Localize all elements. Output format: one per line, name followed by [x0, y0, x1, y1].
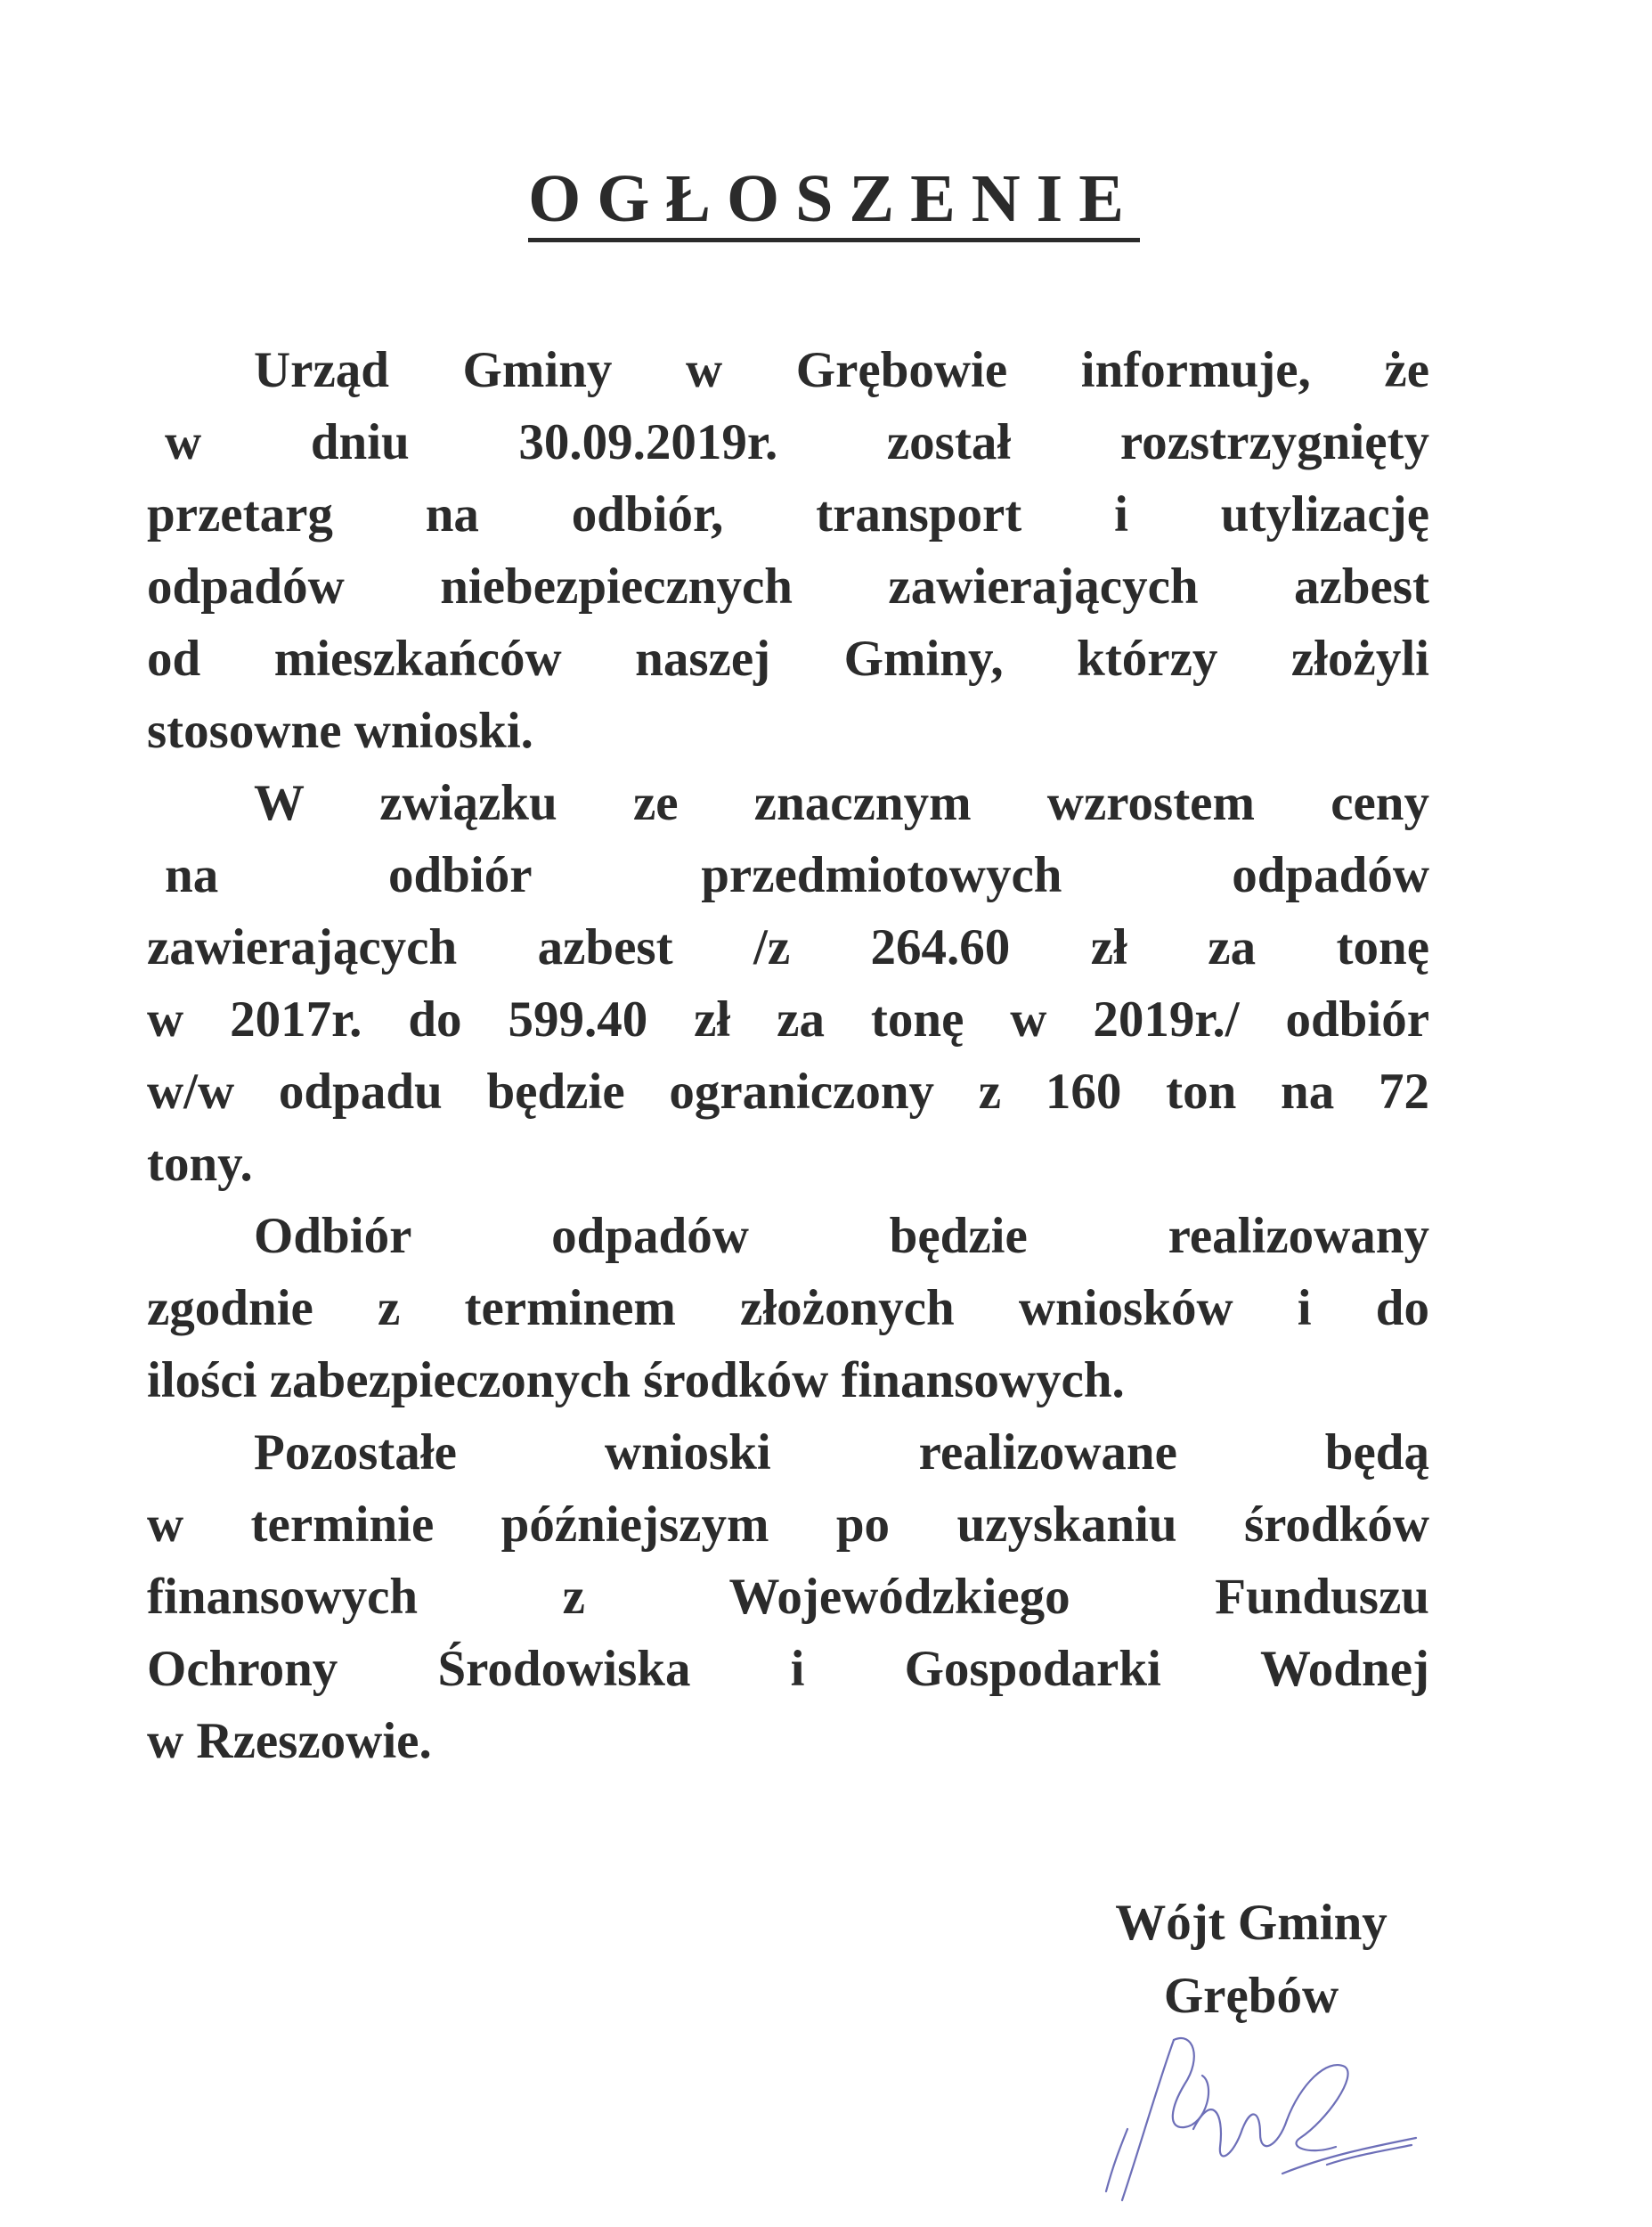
body-line: Pozostałe wnioski realizowane będą [254, 1424, 1429, 1481]
body-line: na odbiór przedmiotowych odpadów [165, 847, 1429, 903]
body-line: w/w odpadu będzie ograniczony z 160 ton na 72 [147, 1064, 1429, 1120]
body-line: przetarg na odbiór, transport i utylizację [147, 486, 1429, 542]
announcement-title [0, 161, 1652, 242]
body-line: tony. [147, 1136, 253, 1192]
body-line: w Rzeszowie. [147, 1713, 432, 1769]
body-line: w 2017r. do 599.40 zł za tonę w 2019r./ odbiór [147, 991, 1429, 1048]
title-text: OGŁOSZENIE [528, 165, 1140, 242]
body-line: zgodnie z terminem złożonych wniosków i do [147, 1280, 1429, 1336]
body-line: odpadów niebezpiecznych zawierających azbest [147, 559, 1429, 615]
announcement-body [147, 334, 1429, 1777]
body-line: Odbiór odpadów będzie realizowany [254, 1208, 1429, 1264]
signature-block [1064, 1887, 1438, 2033]
body-line: w terminie późniejszym po uzyskaniu środków [147, 1497, 1429, 1553]
body-line: finansowych z Wojewódzkiego Funduszu [147, 1569, 1429, 1625]
body-line: W związku ze znacznym wzrostem ceny [254, 775, 1429, 831]
body-line: od mieszkańców naszej Gminy, którzy złożyli [147, 631, 1429, 687]
body-line: Ochrony Środowiska i Gospodarki Wodnej [147, 1641, 1429, 1697]
body-line: stosowne wnioski. [147, 703, 533, 759]
signature-place: Grębów [1163, 1968, 1339, 2024]
handwritten-signature [1060, 2022, 1434, 2218]
body-line: Urząd Gminy w Grębowie informuje, że [254, 342, 1429, 398]
body-line: w dniu 30.09.2019r. został rozstrzygnięty [165, 414, 1429, 470]
signature-role: Wójt Gminy [1115, 1895, 1388, 1951]
body-line: ilości zabezpieczonych środków finansowych. [147, 1352, 1125, 1408]
body-line: zawierających azbest /z 264.60 zł za tonę [147, 919, 1429, 975]
